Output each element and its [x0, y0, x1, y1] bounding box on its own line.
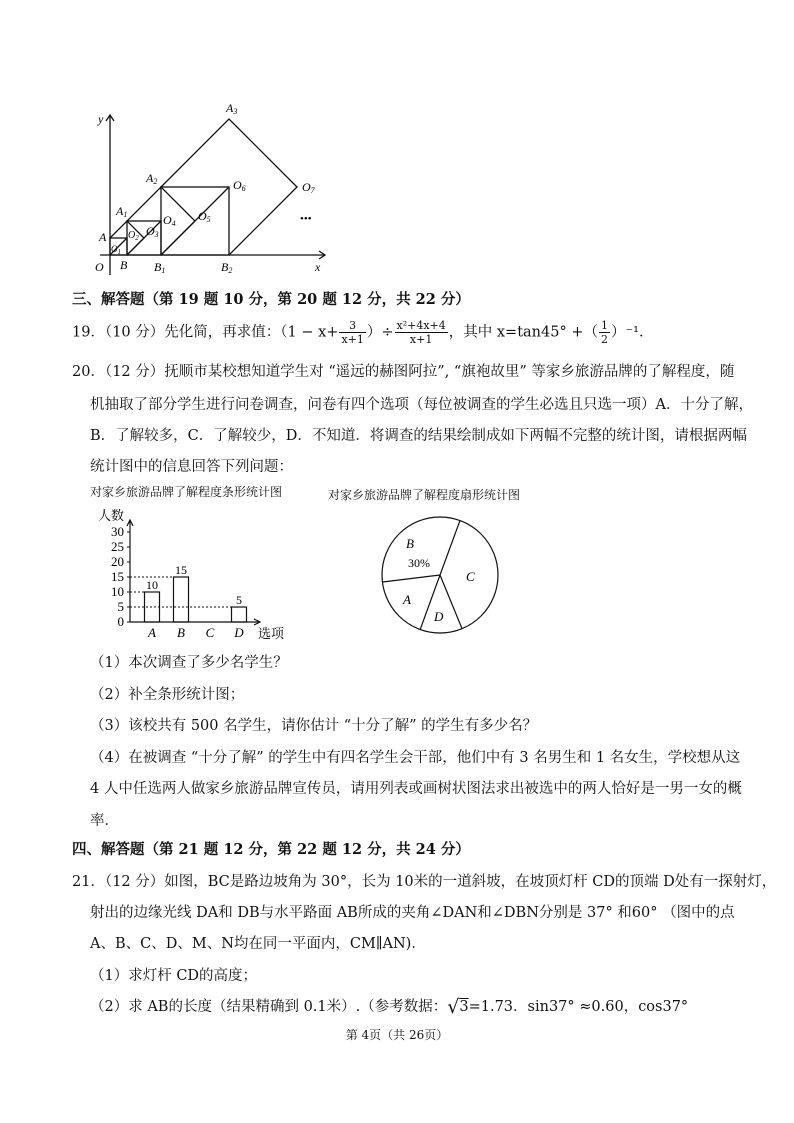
q20-sub-4b: 4 人中任选两人做家乡旅游品牌宣传员，请用列表或画树状图法求出被选中的两人恰好是一男一女的概 — [90, 781, 742, 797]
pie-slice-label: B — [406, 536, 414, 551]
q21-sub-1: （1）求灯杆 CD的高度； — [90, 968, 258, 984]
pie-slice-label: D — [434, 609, 444, 624]
bar-y-tick-label: 20 — [111, 554, 124, 569]
label-O4: O4 — [163, 213, 176, 228]
bar-category-label: D — [234, 625, 244, 640]
label-A2: A2 — [146, 171, 158, 186]
label-B1: B1 — [154, 260, 166, 275]
bar-category-label: B — [177, 625, 185, 640]
pie-chart-title: 对家乡旅游品牌了解程度扇形统计图 — [328, 488, 521, 502]
section-four-heading: 四、解答题（第 21 题 12 分，第 22 题 12 分，共 24 分） — [72, 841, 470, 858]
label-O7: O7 — [302, 180, 315, 195]
label-B2: B2 — [221, 260, 233, 275]
label-A3: A3 — [226, 101, 238, 116]
bar — [174, 577, 189, 622]
q20-line-3: B．了解较多，C．了解较少，D．不知道．将调查的结果绘制成如下两幅不完整的统计图，请根据两幅 — [90, 428, 747, 444]
bar-data-label: 10 — [146, 578, 158, 592]
label-O3: O3 — [146, 224, 159, 239]
pie-chart — [370, 505, 520, 645]
bar-y-tick-label: 5 — [117, 599, 124, 614]
label-O2: $O_2$ — [128, 230, 139, 242]
geometry-figure — [90, 95, 340, 280]
bar-x-axis-label: 选项 — [258, 626, 285, 641]
bar-chart-title: 对家乡旅游品牌了解程度条形统计图 — [90, 485, 283, 499]
q21-line-3: A、B、C、D、M、N均在同一平面内，CM∥AN)． — [90, 936, 426, 952]
geometry-ellipsis: ••• — [300, 213, 312, 225]
pie-slice-label: A — [403, 592, 411, 607]
label-A: A — [99, 230, 107, 244]
pie-divider-top — [440, 521, 460, 576]
q20-line-1: 20．（12 分）抚顺市某校想知道学生对 “遥远的赫图阿拉”, “旗袍故里” 等家乡旅游品牌的了解程度，随 — [72, 364, 735, 380]
bar-category-label: C — [205, 625, 215, 640]
x-axis-label: x — [315, 260, 321, 274]
q20-sub-2: （2）补全条形统计图； — [90, 687, 245, 703]
bar — [232, 607, 247, 622]
question-19: 19．（10 分）先化简，再求值：（1 − x+ $\frac{3}{x+1}$ ）÷ $\frac{\text{x²+4x+4}}{x+1}$ ，其中 x=tan45° +（ $\frac{1}{2}$ ）⁻¹． — [72, 319, 654, 346]
q20-sub-1: （1）本次调查了多少名学生？ — [90, 655, 288, 671]
bar-chart — [90, 500, 300, 645]
q20-sub-3: （3）该校共有 500 名学生，请你估计 “十分了解” 的学生有多少名？ — [90, 718, 538, 734]
section-three-heading: 三、解答题（第 19 题 10 分，第 20 题 12 分，共 22 分） — [72, 291, 470, 308]
bar-data-label: 5 — [236, 593, 242, 607]
label-A1: A1 — [116, 204, 128, 219]
q20-sub-4a: （4）在被调查 “十分了解” 的学生中有四名学生会干部，他们中有 3 名男生和 1 名女生，学校想从这 — [90, 750, 741, 766]
bar-y-tick-label: 10 — [111, 584, 124, 599]
bar-y-tick-label: 25 — [111, 539, 124, 554]
q20-line-2: 机抽取了部分学生进行问卷调查，问卷有四个选项（每位被调查的学生必选且只选一项）A．十分了解， — [90, 397, 753, 413]
q21-sub-2: （2）求 AB的长度（结果精确到 0.1米）.（参考数据：√3=1.73．sin37° ≈0.60，cos37° — [90, 996, 689, 1018]
bar-y-tick-label: 0 — [117, 614, 124, 629]
page-footer: 第 4页（共 26页） — [345, 1028, 449, 1042]
label-O6: O6 — [233, 178, 246, 193]
q21-line-2: 射出的边缘光线 DA和 DB与水平路面 AB所成的夹角∠DAN和∠DBN分别是 37° 和60° （图中的点 — [90, 905, 735, 921]
bar-category-label: A — [148, 625, 156, 640]
bar-y-axis-label: 人数 — [98, 508, 125, 523]
pie-slice-value: 30% — [408, 556, 430, 570]
q20-line-4: 统计图中的信息回答下列问题： — [90, 459, 293, 475]
label-B: B — [120, 258, 128, 272]
q20-sub-4c: 率． — [90, 813, 119, 829]
bar-data-label: 15 — [175, 563, 187, 577]
label-O: O — [95, 260, 104, 274]
q21-line-1: 21．（12 分）如图，BC是路边坡角为 30°，长为 10米的一道斜坡，在坡顶灯杆 CD的顶端 D处有一探射灯， — [72, 874, 777, 890]
y-axis-label: y — [98, 112, 104, 126]
pie-divider-left — [383, 575, 441, 582]
bar-y-tick-label: 15 — [111, 569, 124, 584]
bar-y-tick-label: 30 — [111, 524, 124, 539]
label-O1: $O_1$ — [111, 244, 121, 256]
pie-slice-label: C — [466, 569, 475, 584]
label-O5: O5 — [198, 209, 211, 224]
